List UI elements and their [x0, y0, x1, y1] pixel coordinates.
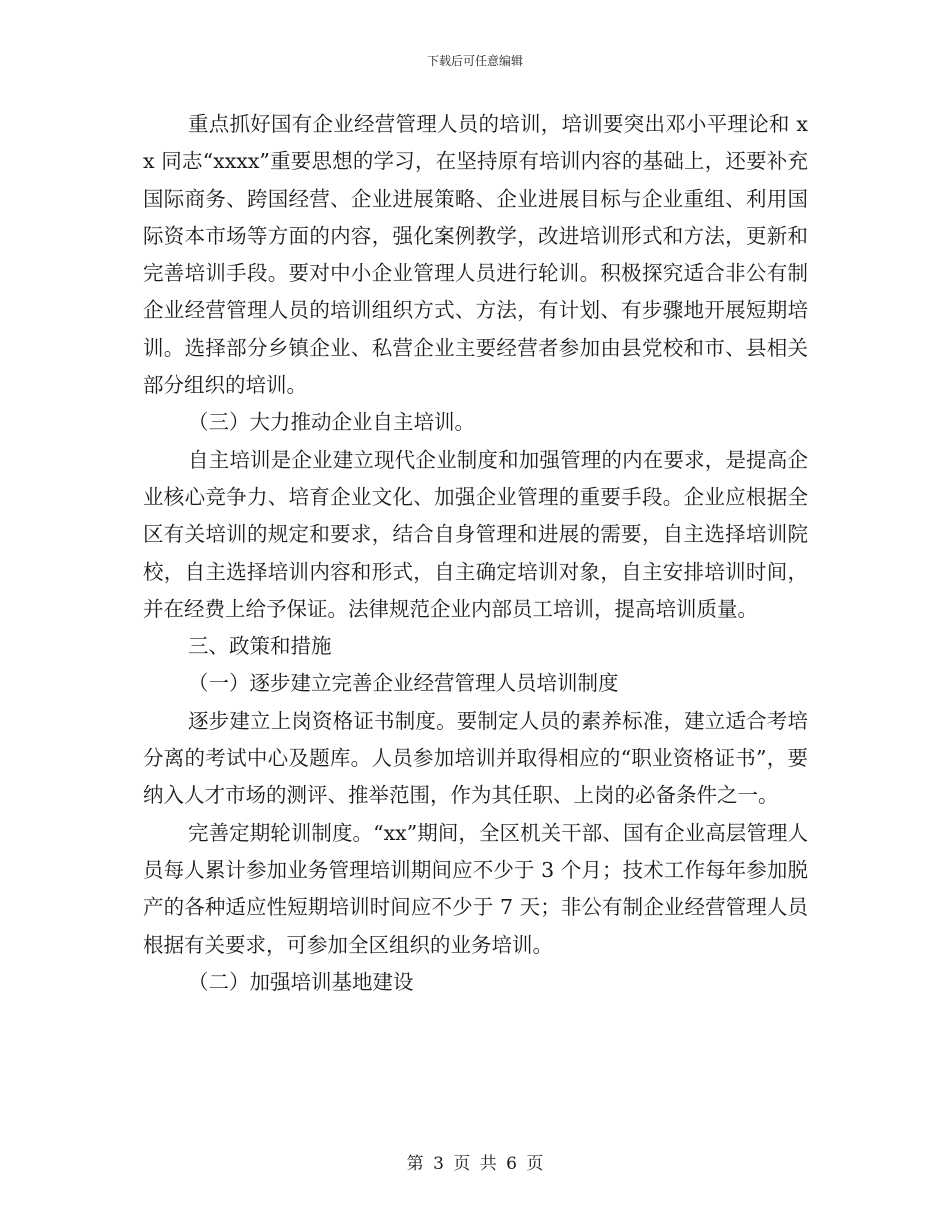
- paragraph-management-training: 重点抓好国有企业经营管理人员的培训，培训要突出邓小平理论和 xx 同志“xxxx”重要思想的学习，在坚持原有培训内容的基础上，还要补充国际商务、跨国经营、企业进展策略、企业进展目标与企业重组、利用国际资本市场等方面的内容，强化案例教学，改进培训形式和方法，更新和完善培训手段。要对中小企业管理人员进行轮训。积极探究适合非公有制企业经营管理人员的培训组织方式、方法，有计划、有步骤地开展短期培训。选择部分乡镇企业、私营企业主要经营者参加由县党校和市、县相关部分组织的培训。: [143, 112, 808, 398]
- page-footer: 第 3 页 共 6 页: [406, 1154, 544, 1174]
- paragraph-rotation-training: 完善定期轮训制度。“xx”期间，全区机关干部、国有企业高层管理人员每人累计参加业务管理培训期间应不少于 3 个月；技术工作每年参加脱产的各种适应性短期培训时间应不少于 7 天；非公有制企业经营管理人员根据有关要求，可参加全区组织的业务培训。: [143, 820, 808, 957]
- section-heading-training-system: （一）逐步建立完善企业经营管理人员培训制度: [188, 671, 619, 696]
- section-heading-training-bases: （二）加强培训基地建设: [188, 969, 414, 994]
- section-heading-self-training: （三）大力推动企业自主培训。: [188, 410, 475, 435]
- paragraph-certificate-system: 逐步建立上岗资格证书制度。要制定人员的素养标准，建立适合考培分离的考试中心及题库。人员参加培训并取得相应的“职业资格证书”，要纳入人才市场的测评、推举范围，作为其任职、上岗的必备条件之一。: [143, 708, 808, 808]
- section-heading-policies: 三、政策和措施: [188, 634, 332, 659]
- page-header: 下载后可任意编辑: [426, 54, 523, 68]
- document-body: [143, 106, 808, 1001]
- paragraph-self-training: 自主培训是企业建立现代企业制度和加强管理的内在要求，是提高企业核心竞争力、培育企业文化、加强企业管理的重要手段。企业应根据全区有关培训的规定和要求，结合自身管理和进展的需要，自主选择培训院校，自主选择培训内容和形式，自主确定培训对象，自主安排培训时间，并在经费上给予保证。法律规范企业内部员工培训，提高培训质量。: [143, 447, 808, 621]
